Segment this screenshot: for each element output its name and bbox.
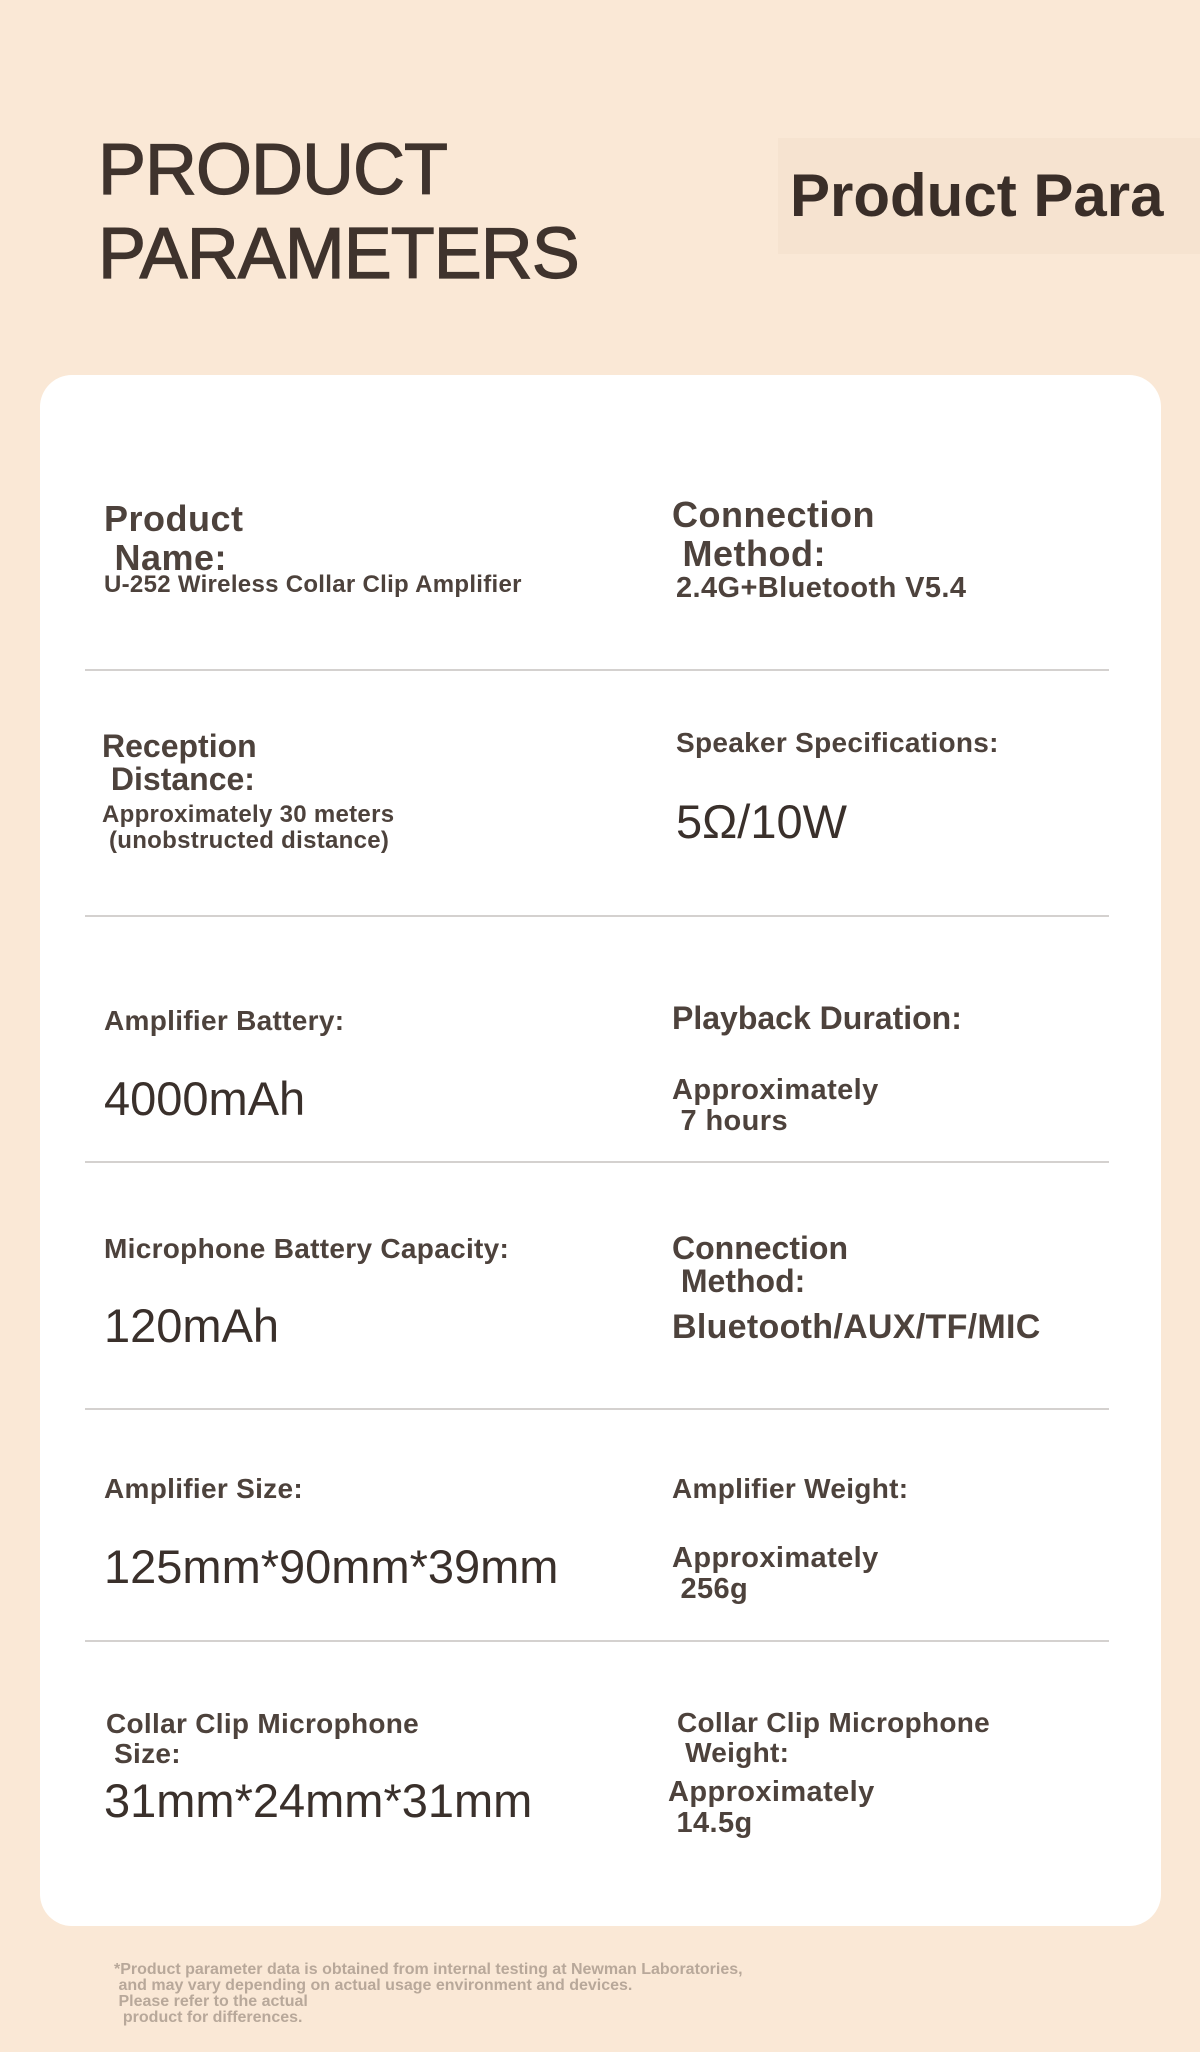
row-divider [85,1161,1109,1163]
row-divider [85,1640,1109,1642]
speaker-specifications-value: 5Ω/10W [676,795,847,848]
parameters-card [40,375,1161,1926]
speaker-specifications-label: Speaker Specifications: [676,727,999,758]
section-subtitle: Product Para [778,138,1200,254]
reception-distance-label: Reception Distance: [102,728,257,797]
microphone-battery-label: Microphone Battery Capacity: [104,1233,510,1264]
collar-clip-microphone-weight-label: Collar Clip Microphone Weight: [677,1707,991,1768]
collar-clip-microphone-size-label: Collar Clip Microphone Size: [106,1708,420,1769]
amplifier-weight-value: Approximately 256g [672,1542,879,1605]
amplifier-size-label: Amplifier Size: [104,1473,303,1504]
microphone-battery-value: 120mAh [104,1299,280,1352]
connection-method-label: Connection Method: [672,1230,848,1299]
disclaimer-footnote: *Product parameter data is obtained from internal testing at Newman Laboratories, and may vary depending on actual usage environment and devices. Please refer to the actual product for differences. [114,1961,743,2026]
page-title-line-1: PRODUCT [98,130,447,210]
row-divider [85,915,1109,917]
connection-method-value: 2.4G+Bluetooth V5.4 [676,572,967,604]
row-divider [85,1408,1109,1410]
collar-clip-microphone-weight-value: Approximately 14.5g [668,1776,875,1839]
playback-duration-value: Approximately 7 hours [672,1074,879,1137]
connection-method-label: Connection Method: [672,494,875,574]
product-name-label: Product Name: [104,498,244,578]
amplifier-battery-value: 4000mAh [104,1072,306,1125]
connection-method-value: Bluetooth/AUX/TF/MIC [672,1308,1041,1346]
page-title [98,128,579,296]
reception-distance-value: Approximately 30 meters (unobstructed distance) [102,801,395,854]
collar-clip-microphone-size-value: 31mm*24mm*31mm [104,1774,533,1827]
amplifier-weight-label: Amplifier Weight: [672,1473,909,1504]
amplifier-size-value: 125mm*90mm*39mm [104,1540,559,1593]
product-name-value: U-252 Wireless Collar Clip Amplifier [104,571,522,598]
playback-duration-label: Playback Duration: [672,1000,962,1036]
page-title-line-2: PARAMETERS [98,214,579,294]
amplifier-battery-label: Amplifier Battery: [104,1005,345,1036]
row-divider [85,669,1109,671]
